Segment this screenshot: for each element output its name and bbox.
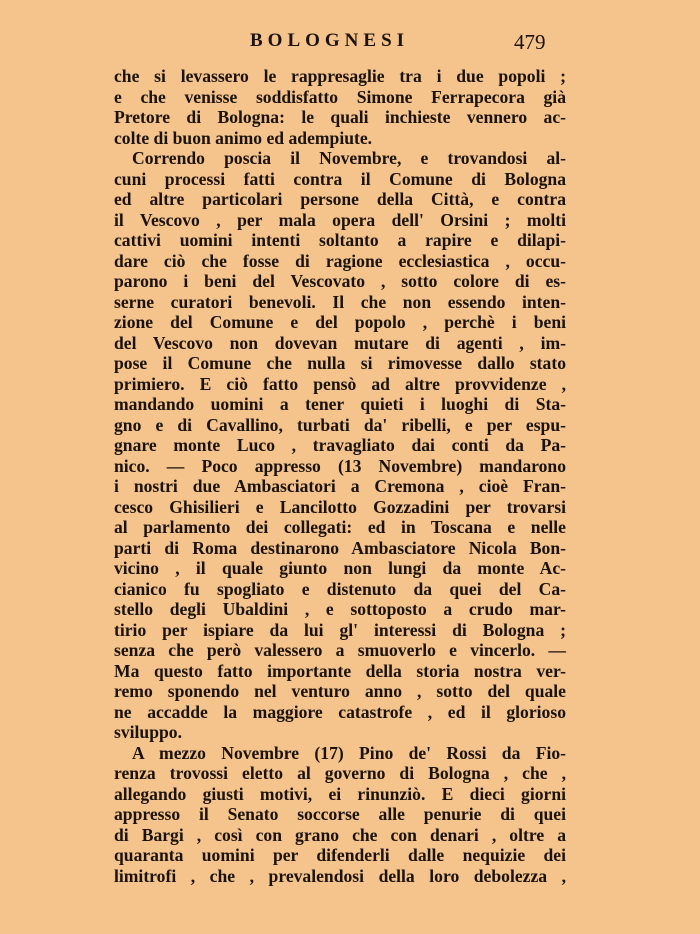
text-line: al parlamento dei collegati: ed in Toscana e nelle (114, 517, 566, 537)
text-line: A mezzo Novembre (17) Pino de' Rossi da Fio- (132, 742, 566, 763)
text-line: che si levassero le rappresaglie tra i due popoli ; (114, 66, 566, 86)
text-line: e che venisse soddisfatto Simone Ferrapecora già (114, 86, 566, 107)
text-line: gnare monte Luco , travagliato dai conti da Pa- (114, 435, 566, 455)
text-line: quaranta uomini per difenderli dalle nequizie dei (114, 845, 566, 865)
text-line: gno e di Cavallino, turbati da' ribelli, e per espu- (114, 414, 566, 435)
text-line: cesco Ghisilieri e Lancilotto Gozzadini per trovarsi (114, 496, 566, 517)
text-line: allegando giusti motivi, ei rinunziò. E dieci giorni (114, 783, 566, 804)
text-line: dare ciò che fosse di ragione ecclesiastica , occu- (114, 250, 566, 271)
text-line: stello degli Ubaldini , e sottoposto a crudo mar- (114, 599, 566, 619)
text-line: Correndo poscia il Novembre, e trovandosi al- (132, 148, 566, 168)
text-line: parti di Roma destinarono Ambasciatore Nicola Bon- (114, 537, 566, 558)
text-line: serne curatori benevoli. Il che non essendo inten- (114, 291, 566, 312)
body-text (114, 66, 566, 886)
text-line: appresso il Senato soccorse alle penurie di quei (114, 804, 566, 824)
text-line: nico. — Poco appresso (13 Novembre) mandarono (114, 455, 566, 476)
text-line: il Vescovo , per mala opera dell' Orsini ; molti (114, 209, 566, 230)
text-line: di Bargi , così con grano che con denari , oltre a (114, 824, 566, 845)
text-line: ne accadde la maggiore catastrofe , ed il glorioso (114, 701, 566, 722)
text-line: limitrofi , che , prevalendosi della loro debolezza , (114, 865, 566, 886)
text-line: Ma questo fatto importante della storia nostra ver- (114, 660, 566, 681)
text-line: senza che però valessero a smuoverlo e vincerlo. — (114, 640, 566, 660)
text-line: ed altre particolari persone della Città, e contra (114, 189, 566, 209)
text-line: parono i beni del Vescovato , sotto colore di es- (114, 271, 566, 291)
text-line: cianico fu spogliato e distenuto da quei del Ca- (114, 578, 566, 599)
text-line: Pretore di Bologna: le quali inchieste vennero ac- (114, 107, 566, 127)
text-line: cuni processi fatti contra il Comune di Bologna (114, 168, 566, 189)
text-line: i nostri due Ambasciatori a Cremona , cioè Fran- (114, 476, 566, 496)
text-line: mandando uomini a tener quieti i luoghi di Sta- (114, 394, 566, 414)
page-number: 479 (514, 30, 546, 54)
running-header (0, 28, 700, 58)
text-line: renza trovossi eletto al governo di Bologna , che , (114, 763, 566, 783)
text-line: sviluppo. (114, 722, 182, 742)
text-line: remo sponendo nel venturo anno , sotto del quale (114, 681, 566, 701)
text-line: tirio per ispiare da lui gl' interessi di Bologna ; (114, 619, 566, 640)
text-line: zione del Comune e del popolo , perchè i beni (114, 312, 566, 332)
text-line: pose il Comune che nulla si rimovesse dallo stato (114, 353, 566, 373)
running-title: BOLOGNESI (250, 30, 410, 51)
text-line: colte di buon animo ed adempiute. (114, 127, 373, 148)
text-line: del Vescovo non dovevan mutare di agenti , im- (114, 332, 566, 353)
text-line: vicino , il quale giunto non lungi da monte Ac- (114, 558, 566, 578)
text-line: cattivi uomini intenti soltanto a rapire e dilapi- (114, 230, 566, 250)
text-line: primiero. E ciò fatto pensò ad altre provvidenze , (114, 373, 566, 394)
